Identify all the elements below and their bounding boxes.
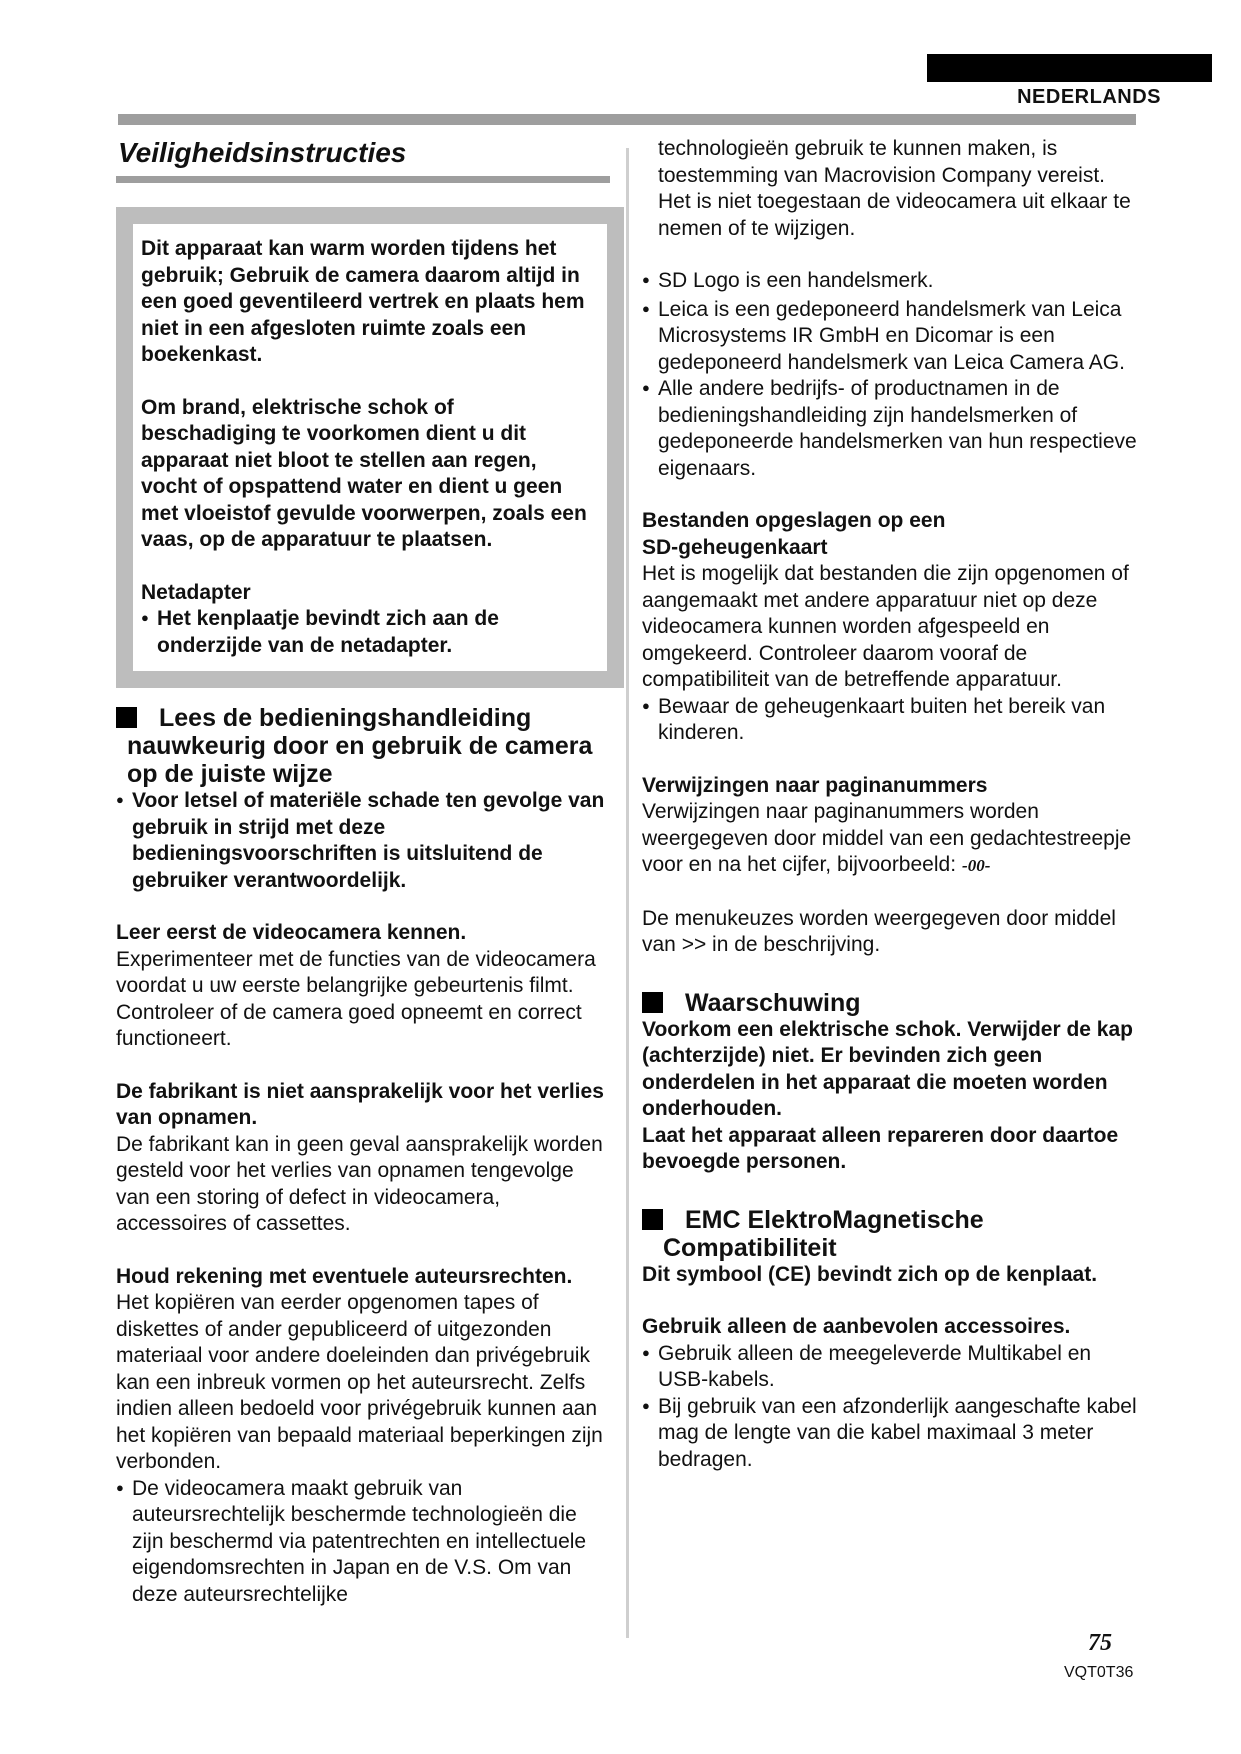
- know-camera-heading: Leer eerst de videocamera kennen.: [116, 921, 467, 944]
- sd-files-bullet: ● Bewaar de geheugenkaart buiten het bereik van kinderen.: [642, 694, 1142, 747]
- menu-note: De menukeuzes worden weergegeven door middel van >> in de beschrijving.: [642, 906, 1116, 956]
- right-column: [642, 136, 1142, 1473]
- section-square-icon: [642, 992, 663, 1013]
- top-rule: [118, 114, 1136, 125]
- bullet-icon: [116, 1476, 132, 1609]
- section-heading-warning: Waarschuwing: [642, 989, 1142, 1017]
- sd-files-body: Het is mogelijk dat bestanden die zijn opgenomen of aangemaakt met andere apparatuur niet op deze videocamera kunnen worden afgespeeld en omgekeerd. Controleer daarom vooraf de compatibiliteit van de betreffende apparatuur.: [642, 562, 1129, 691]
- title-rule: [116, 176, 610, 183]
- bullet-icon: [116, 788, 132, 894]
- copyright-heading: Houd rekening met eventuele auteursrechten.: [116, 1264, 573, 1288]
- liability-bullet: ● Voor letsel of materiële schade ten gevolge van gebruik in strijd met deze bedieningsvoorschriften is uitsluitend de gebruiker verantwoordelijk.: [116, 788, 611, 894]
- copyright-bullet: ● De videocamera maakt gebruik van auteursrechtelijk beschermde technologieën die zijn beschermd via patentrechten en intellectuele eigendomsrechten in Japan en de V.S. Om van deze auteursrechtelijke: [116, 1476, 611, 1609]
- emc-body: Dit symbool (CE) bevindt zich op de kenplaat.: [642, 1262, 1098, 1286]
- section-heading-emc: EMC ElektroMagnetische Compatibiliteit: [642, 1206, 1142, 1262]
- page-ref-example: -00-: [962, 856, 991, 875]
- trademark-item: ● Leica is een gedeponeerd handelsmerk van Leica Microsystems IR GmbH en Dicomar is een gedeponeerd handelsmerk van Leica Camera AG.: [642, 297, 1142, 377]
- left-column: [116, 136, 611, 1608]
- page-title: Veiligheidsinstructies: [118, 137, 407, 168]
- manufacturer-body: De fabrikant kan in geen geval aansprakelijk worden gesteld voor het verlies van opnamen tengevolge van een storing of defect in videocamera, accessoires of cassettes.: [116, 1132, 603, 1235]
- warning-paragraph-heat: Dit apparaat kan warm worden tijdens het gebruik; Gebruik de camera daarom altijd in een goed geventileerd vertrek en plaats hem niet in een afgesloten ruimte zoals een boekenkast.: [141, 237, 585, 366]
- copyright-body: Het kopiëren van eerder opgenomen tapes of diskettes of ander gepubliceerd of uitgezonden materiaal voor andere doeleinden dan privégebruik kan een inbreuk vormen op het auteursrecht. Zelfs indien alleen bedoeld voor privégebruik kunnen aan het kopiëren van bepaald materiaal beperkingen zijn verbonden.: [116, 1291, 603, 1473]
- adapter-heading: Netadapter: [141, 580, 251, 604]
- page-number: 75: [1088, 1630, 1112, 1656]
- warning-body: Voorkom een elektrische schok. Verwijder de kap (achterzijde) niet. Er bevinden zich geen onderdelen in het apparaat die moeten worden onderhouden.: [642, 1017, 1133, 1120]
- language-bar: [927, 54, 1212, 82]
- sd-files-heading: Bestanden opgeslagen op een SD-geheugenkaart: [642, 509, 946, 559]
- section-square-icon: [642, 1209, 663, 1230]
- accessories-heading: Gebruik alleen de aanbevolen accessoires.: [642, 1315, 1071, 1338]
- document-code: VQT0T36: [1064, 1664, 1134, 1681]
- bullet-icon: [642, 1341, 658, 1394]
- trademark-item: ● SD Logo is een handelsmerk.: [642, 268, 1142, 297]
- page-refs-body: Verwijzingen naar paginanummers worden weergegeven door middel van een gedachtestreepje voor en na het cijfer, bijvoorbeeld: -00-: [642, 800, 1132, 876]
- copyright-continuation: technologieën gebruik te kunnen maken, is toestemming van Macrovision Company vereist. Het is niet toegestaan de videocamera uit elkaar te nemen of te wijzigen.: [658, 137, 1131, 240]
- bullet-icon: [642, 268, 658, 297]
- bullet-icon: [642, 694, 658, 747]
- know-camera-body: Experimenteer met de functies van de videocamera voordat u uw eerste belangrijke gebeurtenis filmt. Controleer of de camera goed opneemt en correct functioneert.: [116, 947, 596, 1050]
- adapter-bullet: ● Het kenplaatje bevindt zich aan de onderzijde van de netadapter.: [141, 606, 593, 659]
- language-label: NEDERLANDS: [1017, 86, 1161, 108]
- section-square-icon: [116, 707, 137, 728]
- accessories-bullet: ● Bij gebruik van een afzonderlijk aangeschafte kabel mag de lengte van die kabel maximaal 3 meter bedragen.: [642, 1394, 1142, 1474]
- bullet-icon: [642, 1394, 658, 1474]
- page-refs-heading: Verwijzingen naar paginanummers: [642, 773, 988, 797]
- bullet-icon: [642, 376, 658, 482]
- column-divider: [626, 148, 629, 1638]
- manufacturer-heading: De fabrikant is niet aansprakelijk voor het verlies van opnamen.: [116, 1079, 604, 1129]
- warning-repair: Laat het apparaat alleen repareren door daartoe bevoegde personen.: [642, 1123, 1119, 1173]
- bullet-icon: [642, 297, 658, 377]
- safety-warning-box: [116, 207, 624, 688]
- accessories-bullet: ● Gebruik alleen de meegeleverde Multikabel en USB-kabels.: [642, 1341, 1142, 1394]
- section-heading-manual: Lees de bedieningshandleiding nauwkeurig door en gebruik de camera op de juiste wijze: [116, 704, 611, 788]
- bullet-icon: [141, 606, 157, 659]
- trademark-item: ● Alle andere bedrijfs- of productnamen in de bedieningshandleiding zijn handelsmerken of gedeponeerde handelsmerken van hun respectieve eigenaars.: [642, 376, 1142, 482]
- warning-paragraph-fire: Om brand, elektrische schok of beschadiging te voorkomen dient u dit apparaat niet bloot te stellen aan regen, vocht of opspattend water en dient u geen met vloeistof gevulde voorwerpen, zoals een vaas, op de apparatuur te plaatsen.: [141, 395, 587, 551]
